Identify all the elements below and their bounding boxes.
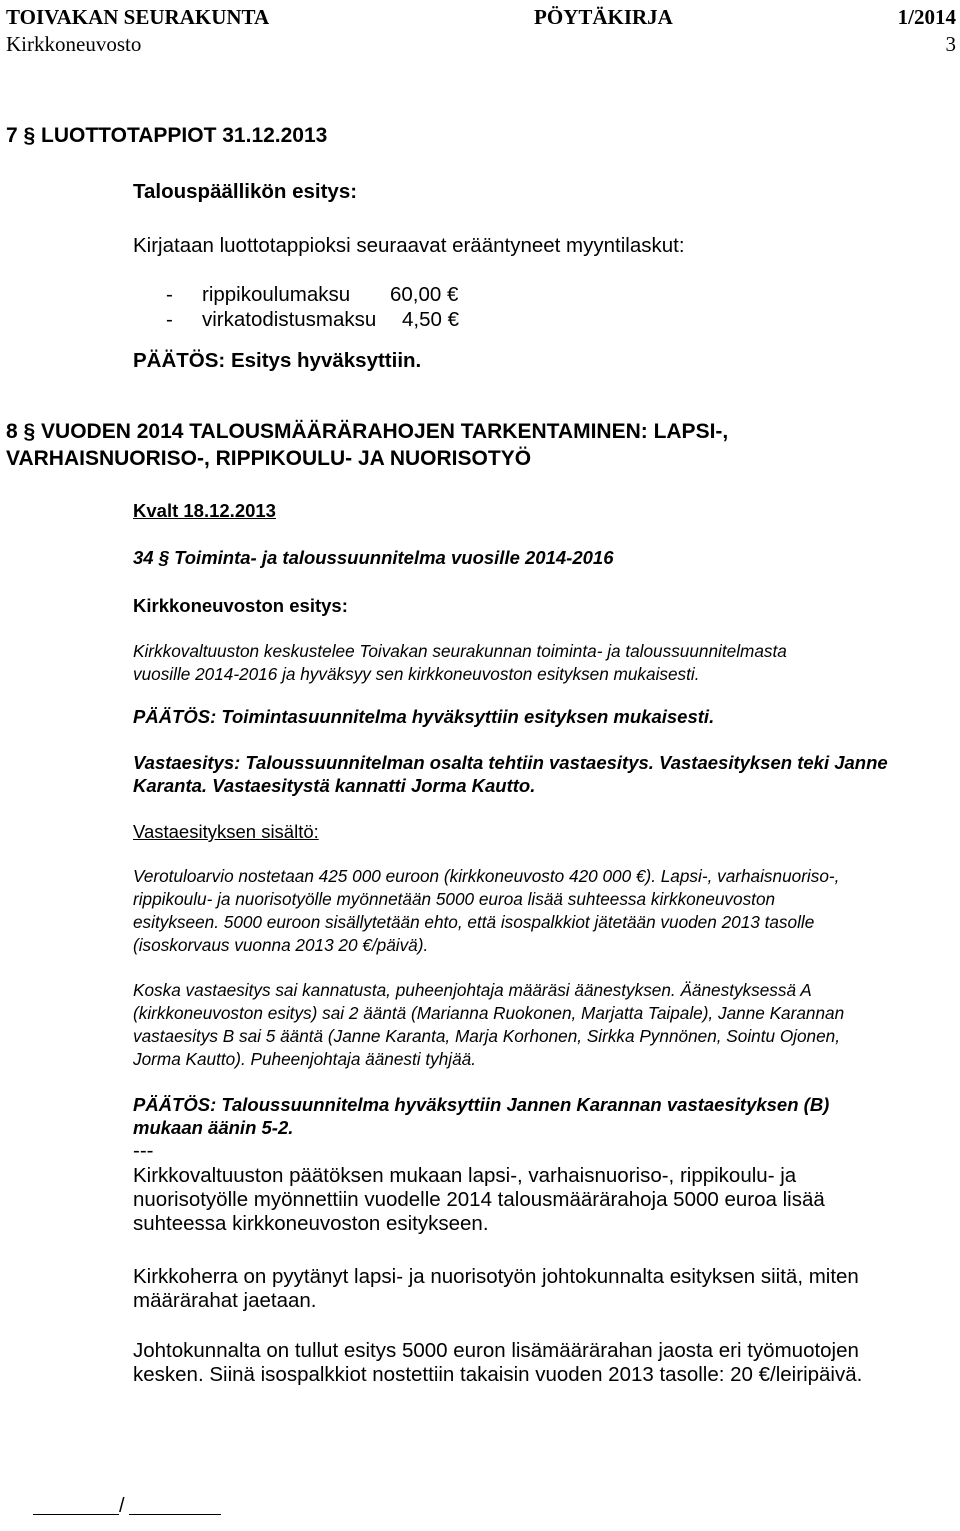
- content-line: esitykseen. 5000 euroon sisällytetään ehto, että isospalkkiot jätetään vuoden 2013 tasolle: [133, 912, 815, 932]
- list-item: [166, 282, 459, 308]
- decision-8-second-line: PÄÄTÖS: Taloussuunnitelma hyväksyttiin Jannen Karannan vastaesityksen (B): [133, 1094, 830, 1115]
- paragraph-line: Kirkkoherra on pyytänyt lapsi- ja nuorisotyön johtokunnalta esityksen siitä, miten: [133, 1265, 859, 1288]
- item-name: rippikoulumaksu: [202, 283, 351, 306]
- content-line: rippikoulu- ja nuorisotyölle myönnetään 5000 euroa lisää suhteessa kirkkoneuvoston: [133, 889, 776, 909]
- section-7-title: 7 § LUOTTOTAPPIOT 31.12.2013: [6, 124, 328, 147]
- signature-line-right: [129, 1514, 221, 1515]
- paragraph-line: nuorisotyölle myönnettiin vuodelle 2014 talousmäärärahoja 5000 euroa lisää: [133, 1188, 825, 1211]
- meeting-body: Kirkkoneuvosto: [6, 32, 142, 56]
- section-8-title-line2: VARHAISNUORISO-, RIPPIKOULU- JA NUORISOTYÖ: [6, 447, 532, 470]
- paragraph-line: Kirkkovaltuuston päätöksen mukaan lapsi-, varhaisnuoriso-, rippikoulu- ja: [133, 1164, 797, 1187]
- kn-text-line: vuosille 2014-2016 ja hyväksyy sen kirkkoneuvoston esityksen mukaisesti.: [133, 664, 700, 684]
- item-amount: 4,50 €: [402, 308, 459, 331]
- kvalt-reference: Kvalt 18.12.2013: [133, 500, 276, 521]
- list-dash: -: [166, 308, 173, 331]
- paragraph-line: kesken. Siinä isospalkkiot nostettiin takaisin vuoden 2013 tasolle: 20 €/leiripäivä.: [133, 1363, 863, 1386]
- counter-proposal-line: Karanta. Vastaesitystä kannatti Jorma Kautto.: [133, 775, 536, 796]
- decision-7: PÄÄTÖS: Esitys hyväksyttiin.: [133, 349, 422, 372]
- intro-text: Kirjataan luottotappioksi seuraavat erääntyneet myyntilaskut:: [133, 234, 685, 257]
- document-number: 1/2014: [897, 5, 956, 29]
- paragraph-line: määrärahat jaetaan.: [133, 1289, 317, 1312]
- content-line: Verotuloarvio nostetaan 425 000 euroon (kirkkoneuvosto 420 000 €). Lapsi-, varhaisnuoriso-,: [133, 866, 840, 886]
- vote-line: Jorma Kautto). Puheenjohtaja äänesti tyhjää.: [133, 1049, 477, 1069]
- list-dash: -: [166, 283, 173, 306]
- page-header: [0, 4, 960, 58]
- page-number: 3: [945, 32, 956, 56]
- sub-section-title: 34 § Toiminta- ja taloussuunnitelma vuosille 2014-2016: [133, 547, 614, 568]
- counter-proposal-line: Vastaesitys: Taloussuunnitelman osalta tehtiin vastaesitys. Vastaesityksen teki Janne: [133, 752, 888, 773]
- list-item: [166, 307, 459, 333]
- proposal-heading: Talouspäällikön esitys:: [133, 180, 358, 203]
- vote-line: (kirkkoneuvoston esitys) sai 2 ääntä (Marianna Ruokonen, Marjatta Taipale), Janne Karannan: [133, 1003, 845, 1023]
- kn-proposal-heading: Kirkkoneuvoston esitys:: [133, 595, 348, 616]
- signature-lines: [33, 1495, 221, 1518]
- decision-8-first: PÄÄTÖS: Toimintasuunnitelma hyväksyttiin esityksen mukaisesti.: [133, 706, 715, 727]
- section-8-title-line1: 8 § VUODEN 2014 TALOUSMÄÄRÄRAHOJEN TARKENTAMINEN: LAPSI-,: [6, 420, 729, 443]
- item-name: virkatodistusmaksu: [202, 308, 377, 331]
- decision-8-second-line: mukaan äänin 5-2.: [133, 1117, 294, 1138]
- counter-content-heading: Vastaesityksen sisältö:: [133, 821, 319, 842]
- content-line: (isoskorvaus vuonna 2013 20 €/päivä).: [133, 935, 429, 955]
- document-type: PÖYTÄKIRJA: [534, 5, 673, 29]
- vote-line: vastaesitys B sai 5 ääntä (Janne Karanta, Marja Korhonen, Sirkka Pynnönen, Sointu Ojonen,: [133, 1026, 841, 1046]
- signature-line-left: [33, 1514, 119, 1515]
- vote-line: Koska vastaesitys sai kannatusta, puheenjohtaja määräsi äänestyksen. Äänestyksessä A: [133, 980, 812, 1000]
- paragraph-line: suhteessa kirkkoneuvoston esitykseen.: [133, 1212, 489, 1235]
- organization-name: TOIVAKAN SEURAKUNTA: [6, 5, 270, 29]
- kn-text-line: Kirkkovaltuuston keskustelee Toivakan seurakunnan toiminta- ja taloussuunnitelmasta: [133, 641, 787, 661]
- signature-separator: /: [119, 1495, 125, 1517]
- separator: ---: [133, 1139, 154, 1162]
- item-amount: 60,00 €: [390, 283, 459, 306]
- paragraph-line: Johtokunnalta on tullut esitys 5000 euron lisämäärärahan jaosta eri työmuotojen: [133, 1339, 859, 1362]
